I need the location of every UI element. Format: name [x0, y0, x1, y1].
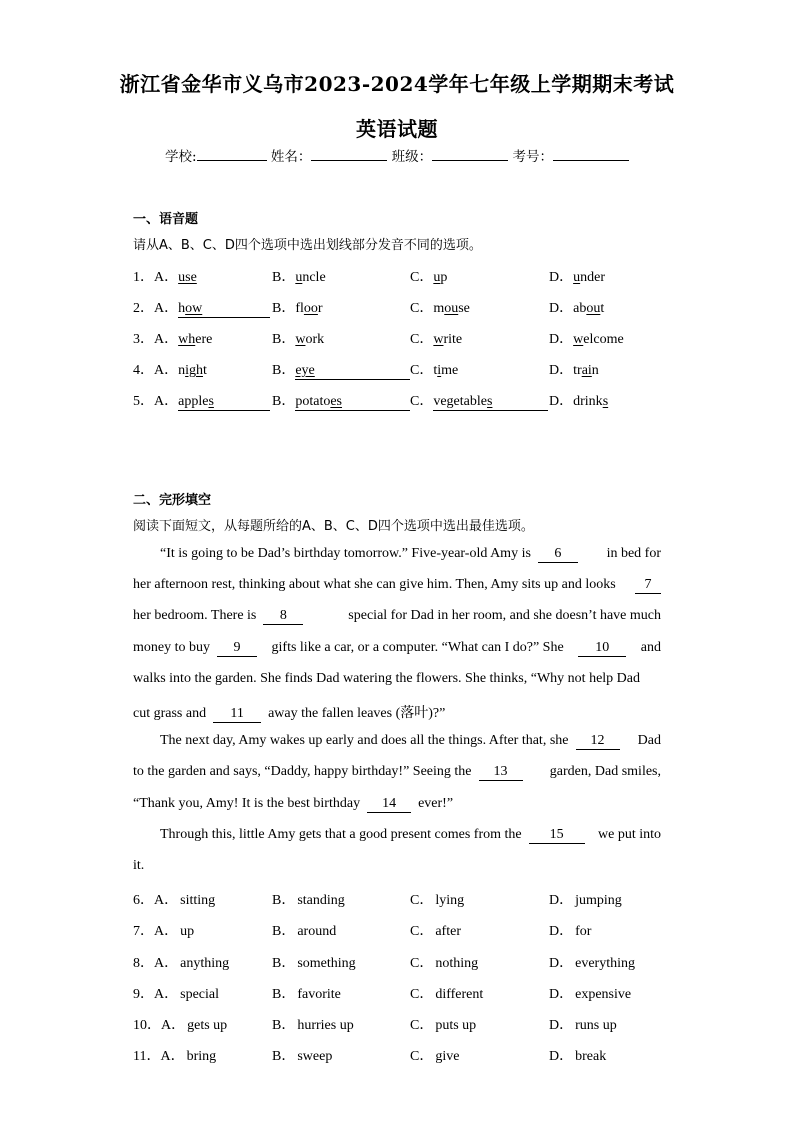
option-label: B． — [272, 1018, 296, 1033]
option-label: D． — [549, 987, 574, 1002]
option-label: D． — [549, 301, 574, 316]
option-a[interactable] — [133, 920, 194, 940]
cloze-question — [0, 889, 794, 907]
option-label: B． — [272, 1049, 296, 1064]
phonetics-question — [0, 328, 794, 346]
option-word: write — [433, 332, 463, 347]
option-d[interactable] — [549, 328, 624, 348]
option-text: gets up — [187, 1018, 228, 1033]
option-word: about — [573, 301, 605, 316]
name-blank[interactable] — [311, 146, 387, 161]
option-b[interactable] — [272, 1045, 332, 1065]
option-c[interactable] — [410, 328, 462, 348]
passage-line: it. — [133, 858, 145, 873]
option-c[interactable] — [410, 889, 464, 909]
option-b[interactable] — [272, 1014, 354, 1034]
passage-line: her bedroom. There is 8 special for Dad in her room, and she doesn’t have much — [133, 608, 661, 623]
option-label: C． — [410, 363, 434, 378]
option-label: B． — [272, 987, 296, 1002]
option-text: bring — [186, 1049, 217, 1064]
option-word: uncle — [295, 270, 326, 285]
option-word: under — [573, 270, 606, 285]
blank-9[interactable]: 9 — [217, 640, 257, 657]
option-a[interactable] — [133, 297, 270, 318]
option-text: special — [180, 987, 219, 1002]
option-text: give — [435, 1049, 460, 1064]
section2-heading: 二、完形填空 — [133, 493, 212, 508]
option-d[interactable] — [549, 266, 605, 286]
document-title-line2: 英语试题 — [356, 117, 438, 141]
cloze-question — [0, 920, 794, 938]
option-label: B． — [272, 332, 296, 347]
option-c[interactable] — [410, 983, 483, 1003]
blank-14[interactable]: 14 — [367, 796, 411, 813]
option-a[interactable] — [133, 390, 270, 411]
option-word: time — [433, 363, 459, 378]
option-text: lying — [435, 893, 465, 908]
blank-6[interactable]: 6 — [538, 546, 578, 563]
option-text: jumping — [575, 893, 622, 908]
student-info-line — [0, 145, 794, 165]
passage-line: cut grass and 11 away the fallen leaves (落叶)?” — [133, 706, 446, 721]
question-number: 7．A． — [133, 924, 179, 939]
option-word: where — [178, 332, 213, 347]
option-d[interactable] — [549, 297, 604, 317]
option-word: floor — [295, 301, 323, 316]
option-label: D． — [549, 1018, 574, 1033]
option-label: C． — [410, 332, 434, 347]
option-c[interactable] — [410, 359, 458, 379]
option-word: train — [573, 363, 599, 378]
phonetics-question — [0, 297, 794, 315]
option-label: B． — [272, 301, 296, 316]
option-label: C． — [410, 301, 434, 316]
school-blank[interactable] — [197, 146, 267, 161]
option-text: favorite — [297, 987, 341, 1002]
option-label: D． — [549, 394, 574, 409]
option-b[interactable] — [272, 983, 341, 1003]
blank-11[interactable]: 11 — [213, 706, 261, 723]
option-text: something — [297, 956, 356, 971]
option-label: B． — [272, 270, 296, 285]
option-word: eye — [295, 363, 410, 380]
option-label: C． — [410, 893, 434, 908]
option-label: B． — [272, 363, 296, 378]
option-text: after — [435, 924, 461, 939]
option-text: up — [180, 924, 195, 939]
cloze-question — [0, 952, 794, 970]
option-d[interactable] — [549, 1014, 617, 1034]
option-label: C． — [410, 1018, 434, 1033]
option-text: hurries up — [297, 1018, 354, 1033]
option-label: D． — [549, 270, 574, 285]
option-word: drinks — [573, 394, 609, 409]
option-c[interactable] — [410, 390, 548, 411]
option-a[interactable] — [133, 983, 219, 1003]
cloze-question — [0, 983, 794, 1001]
section1-instruction: 请从A、B、C、D四个选项中选出划线部分发音不同的选项。 — [133, 238, 482, 253]
passage-line: The next day, Amy wakes up early and does all the things. After that, she 12 Dad — [160, 733, 661, 748]
option-text: standing — [297, 893, 345, 908]
option-text: runs up — [575, 1018, 617, 1033]
blank-13[interactable]: 13 — [479, 764, 523, 781]
option-c[interactable] — [410, 952, 478, 972]
option-label: C． — [410, 924, 434, 939]
question-number: 3．A． — [133, 332, 179, 347]
option-label: D． — [549, 893, 574, 908]
option-label: C． — [410, 987, 434, 1002]
option-a[interactable] — [133, 1045, 216, 1065]
option-text: nothing — [435, 956, 479, 971]
option-label: B． — [272, 924, 296, 939]
question-number: 4．A． — [133, 363, 179, 378]
passage-line: to the garden and says, “Daddy, happy birthday!” Seeing the 13 garden, Dad smiles, — [133, 764, 661, 779]
passage-line: “It is going to be Dad’s birthday tomorrow.” Five-year-old Amy is 6 in bed for — [160, 546, 661, 561]
phonetics-question — [0, 266, 794, 284]
document-title-line1: 浙江省金华市义乌市2023-2024学年七年级上学期期末考试 — [119, 72, 675, 96]
cloze-question — [0, 1045, 794, 1063]
passage-line: money to buy 9 gifts like a car, or a computer. “What can I do?” She 10 and — [133, 640, 661, 655]
option-label: D． — [549, 924, 574, 939]
cloze-question — [0, 1014, 794, 1032]
question-number: 1．A． — [133, 270, 179, 285]
blank-15[interactable]: 15 — [529, 827, 585, 844]
option-d[interactable] — [549, 1045, 606, 1065]
option-label: B． — [272, 394, 296, 409]
class-blank[interactable] — [432, 146, 508, 161]
question-number: 8．A． — [133, 956, 179, 971]
option-b[interactable] — [272, 328, 324, 348]
option-label: B． — [272, 956, 296, 971]
option-word: vegetables — [433, 394, 548, 411]
question-number: 11．A． — [133, 1049, 185, 1064]
option-word: use — [178, 270, 197, 285]
option-label: C． — [410, 956, 434, 971]
option-label: C． — [410, 394, 434, 409]
blank-7[interactable]: 7 — [635, 577, 661, 594]
option-word: how — [178, 301, 270, 318]
section1-heading: 一、语音题 — [133, 212, 199, 227]
option-text: for — [575, 924, 592, 939]
option-label: D． — [549, 1049, 574, 1064]
option-label: D． — [549, 956, 574, 971]
option-d[interactable] — [549, 390, 608, 410]
option-d[interactable] — [549, 920, 591, 940]
option-c[interactable] — [410, 1014, 476, 1034]
option-b[interactable] — [272, 920, 336, 940]
question-number: 9．A． — [133, 987, 179, 1002]
option-a[interactable] — [133, 266, 197, 286]
option-d[interactable] — [549, 983, 631, 1003]
passage-line: her afternoon rest, thinking about what she can give him. Then, Amy sits up and looks 7 — [133, 577, 661, 594]
option-text: sweep — [297, 1049, 333, 1064]
option-word: welcome — [573, 332, 624, 347]
option-text: different — [435, 987, 484, 1002]
phonetics-question — [0, 359, 794, 377]
blank-12[interactable]: 12 — [576, 733, 620, 750]
option-text: puts up — [435, 1018, 477, 1033]
option-b[interactable] — [272, 390, 410, 411]
class-label: 班级： — [391, 149, 433, 165]
option-b[interactable] — [272, 952, 356, 972]
section2-instruction: 阅读下面短文，从每题所给的A、B、C、D四个选项中选出最佳选项。 — [133, 519, 534, 534]
option-b[interactable] — [272, 359, 410, 380]
option-a[interactable] — [133, 952, 229, 972]
option-c[interactable] — [410, 1045, 459, 1065]
phonetics-question — [0, 390, 794, 408]
option-a[interactable] — [133, 889, 215, 909]
option-a[interactable] — [133, 328, 212, 348]
blank-8[interactable]: 8 — [263, 608, 303, 625]
question-number: 10．A． — [133, 1018, 186, 1033]
question-number: 6．A． — [133, 893, 179, 908]
option-word: work — [295, 332, 325, 347]
option-text: break — [575, 1049, 607, 1064]
blank-10[interactable]: 10 — [578, 640, 626, 657]
option-d[interactable] — [549, 952, 635, 972]
option-b[interactable] — [272, 889, 345, 909]
option-text: expensive — [575, 987, 632, 1002]
option-b[interactable] — [272, 297, 323, 317]
option-c[interactable] — [410, 920, 461, 940]
question-number: 5．A． — [133, 394, 179, 409]
option-b[interactable] — [272, 266, 326, 286]
exam-no-label: 考号： — [512, 149, 553, 165]
exam-no-blank[interactable] — [553, 146, 629, 161]
option-label: D． — [549, 363, 574, 378]
option-word: potatoes — [295, 394, 410, 411]
option-word: night — [178, 363, 207, 378]
option-a[interactable] — [133, 1014, 227, 1034]
passage-line: “Thank you, Amy! It is the best birthday 14 ever!” — [133, 796, 454, 811]
option-label: C． — [410, 1049, 434, 1064]
option-label: C． — [410, 270, 434, 285]
option-word: mouse — [433, 301, 470, 316]
option-label: B． — [272, 893, 296, 908]
question-number: 2．A． — [133, 301, 179, 316]
option-text: anything — [180, 956, 230, 971]
option-text: sitting — [180, 893, 216, 908]
option-text: around — [297, 924, 337, 939]
option-d[interactable] — [549, 359, 599, 379]
option-c[interactable] — [410, 297, 470, 317]
option-d[interactable] — [549, 889, 622, 909]
option-text: everything — [575, 956, 635, 971]
option-c[interactable] — [410, 266, 447, 286]
school-label: 学校: — [165, 149, 197, 165]
option-word: up — [433, 270, 448, 285]
option-label: D． — [549, 332, 574, 347]
option-a[interactable] — [133, 359, 207, 379]
passage-line: Through this, little Amy gets that a good present comes from the 15 we put into — [160, 827, 661, 842]
option-word: apples — [178, 394, 270, 411]
name-label: 姓名： — [270, 149, 312, 165]
passage-line: walks into the garden. She finds Dad watering the flowers. She thinks, “Why not help Dad — [133, 671, 641, 686]
